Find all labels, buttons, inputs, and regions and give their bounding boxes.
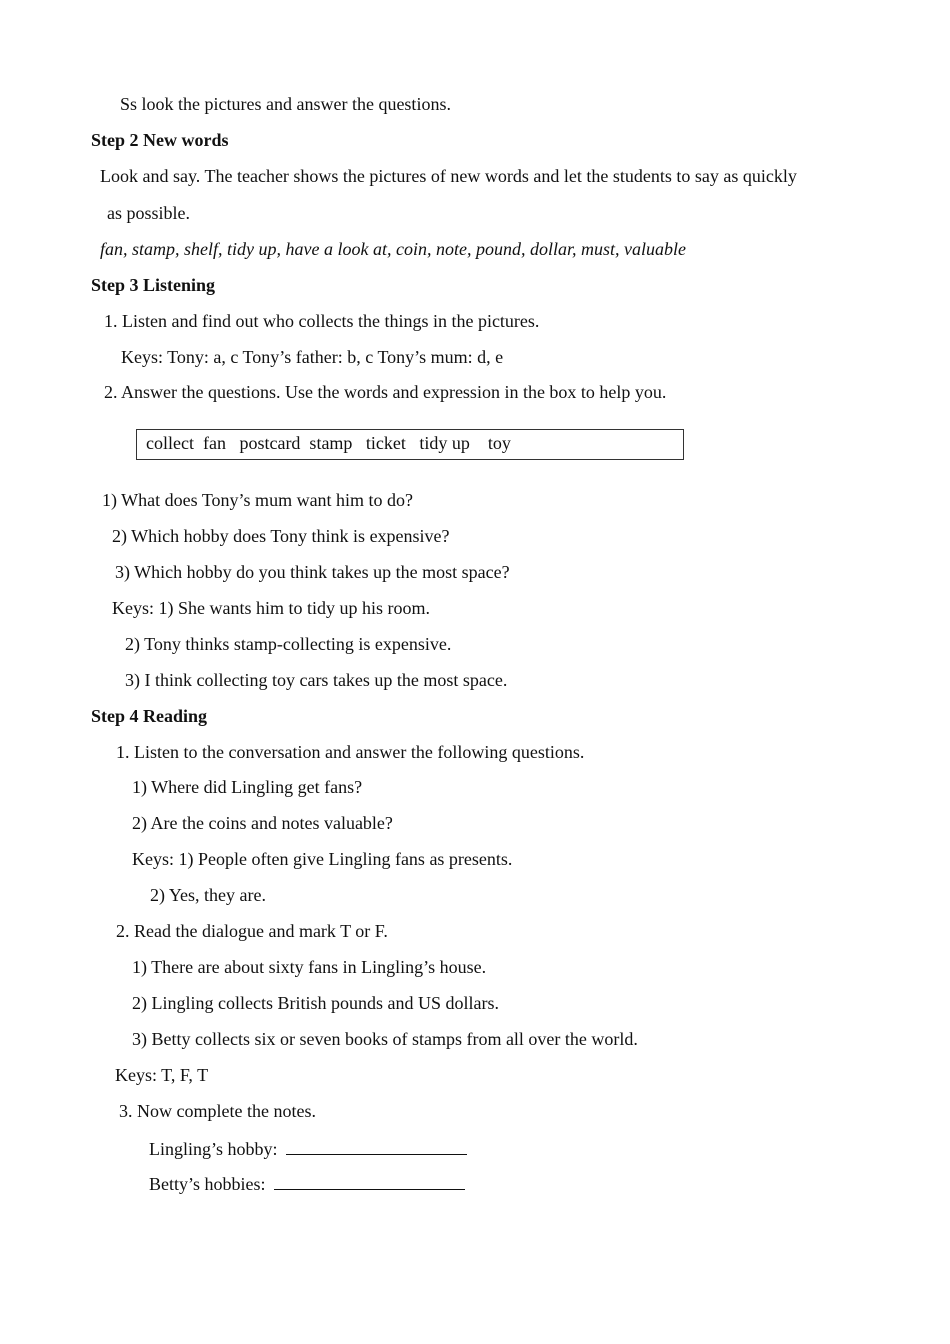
word-box-text: collect fan postcard stamp ticket tidy up toy bbox=[146, 433, 511, 453]
step2-instruction-line1: Look and say. The teacher shows the pictures of new words and let the students to say as quickly bbox=[100, 166, 797, 186]
step4-task2-statement-3: 3) Betty collects six or seven books of stamps from all over the world. bbox=[132, 1029, 638, 1049]
step3-task2: 2. Answer the questions. Use the words and expression in the box to help you. bbox=[104, 382, 667, 402]
step2-heading: Step 2 New words bbox=[91, 130, 229, 150]
step4-task1-key-1: Keys: 1) People often give Lingling fans as presents. bbox=[132, 849, 513, 869]
step4-heading: Step 4 Reading bbox=[91, 706, 208, 726]
step4-task1-question-1: 1) Where did Lingling get fans? bbox=[132, 777, 363, 797]
note-betty-blank[interactable] bbox=[274, 1171, 465, 1190]
step3-task1-keys: Keys: Tony: a, c Tony’s father: b, c Tony’s mum: d, e bbox=[121, 347, 504, 367]
step3-key-1: Keys: 1) She wants him to tidy up his room. bbox=[112, 598, 430, 618]
step4-task3: 3. Now complete the notes. bbox=[119, 1101, 316, 1121]
step4-task2-statement-1: 1) There are about sixty fans in Lingling’s house. bbox=[132, 957, 487, 977]
step3-heading: Step 3 Listening bbox=[91, 275, 216, 295]
step3-question-3: 3) Which hobby do you think takes up the most space? bbox=[115, 562, 510, 582]
step4-task1: 1. Listen to the conversation and answer the following questions. bbox=[116, 742, 585, 762]
intro-text: Ss look the pictures and answer the questions. bbox=[120, 94, 451, 114]
step4-task2-keys: Keys: T, F, T bbox=[115, 1065, 209, 1085]
step2-instruction-line2: as possible. bbox=[107, 203, 190, 223]
step3-key-2: 2) Tony thinks stamp-collecting is expensive. bbox=[125, 634, 452, 654]
note-betty-label: Betty’s hobbies: bbox=[149, 1174, 266, 1194]
step4-task2-statement-2: 2) Lingling collects British pounds and US dollars. bbox=[132, 993, 499, 1013]
word-box bbox=[136, 429, 684, 460]
note-lingling-label: Lingling’s hobby: bbox=[149, 1139, 278, 1159]
step3-task1: 1. Listen and find out who collects the things in the pictures. bbox=[104, 311, 540, 331]
note-lingling bbox=[149, 1136, 467, 1160]
step3-question-2: 2) Which hobby does Tony think is expensive? bbox=[112, 526, 450, 546]
new-words-list: fan, stamp, shelf, tidy up, have a look at, coin, note, pound, dollar, must, valuable bbox=[100, 239, 686, 259]
note-lingling-blank[interactable] bbox=[286, 1136, 467, 1155]
step4-task1-key-2: 2) Yes, they are. bbox=[150, 885, 266, 905]
step3-key-3: 3) I think collecting toy cars takes up the most space. bbox=[125, 670, 508, 690]
step4-task1-question-2: 2) Are the coins and notes valuable? bbox=[132, 813, 393, 833]
step3-question-1: 1) What does Tony’s mum want him to do? bbox=[102, 490, 414, 510]
step4-task2: 2. Read the dialogue and mark T or F. bbox=[116, 921, 388, 941]
note-betty bbox=[149, 1171, 465, 1195]
